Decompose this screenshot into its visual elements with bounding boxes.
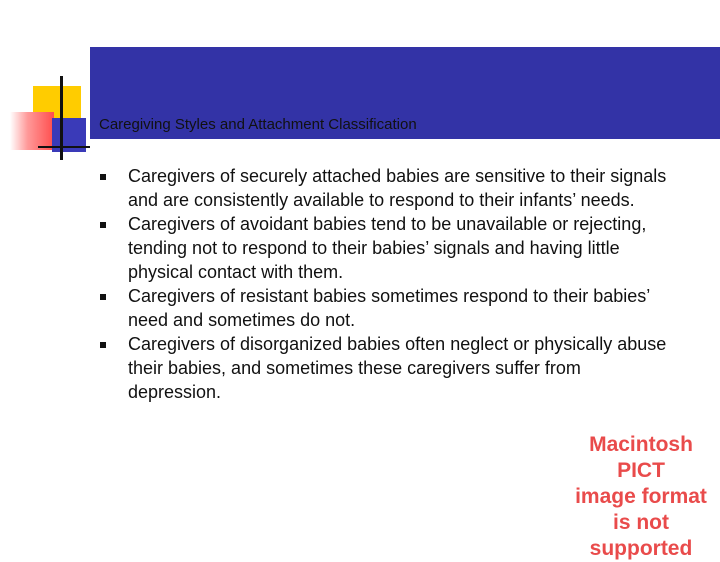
bullet-text: Caregivers of securely attached babies are sensitive to their signals and are consistently available to respond to their infants’ needs. (128, 166, 667, 210)
bullet-text: Caregivers of resistant babies sometimes respond to their babies’ need and sometimes do not. (128, 286, 650, 330)
bullet-square-icon (100, 222, 106, 228)
bullet-item (98, 212, 678, 284)
bullet-text: Caregivers of disorganized babies often neglect or physically abuse their babies, and sometimes these caregivers suffer from depression. (128, 334, 667, 402)
logo-red-gradient (10, 112, 54, 150)
placeholder-line: Macintosh PICT (589, 433, 693, 482)
bullet-item (98, 284, 678, 332)
bullet-text: Caregivers of avoidant babies tend to be unavailable or rejecting, tending not to respond to their babies’ signals and having little physical contact with them. (128, 214, 647, 282)
bullet-item (98, 164, 678, 212)
bullet-list (98, 164, 678, 404)
slide-title: Caregiving Styles and Attachment Classification (99, 116, 417, 133)
bullet-square-icon (100, 294, 106, 300)
bullet-square-icon (100, 342, 106, 348)
unsupported-image-placeholder (566, 432, 716, 562)
bullet-item (98, 332, 678, 404)
bullet-square-icon (100, 174, 106, 180)
logo-horizontal-line (38, 146, 90, 148)
placeholder-line: is not supported (589, 511, 693, 560)
placeholder-line: image format (575, 485, 707, 508)
